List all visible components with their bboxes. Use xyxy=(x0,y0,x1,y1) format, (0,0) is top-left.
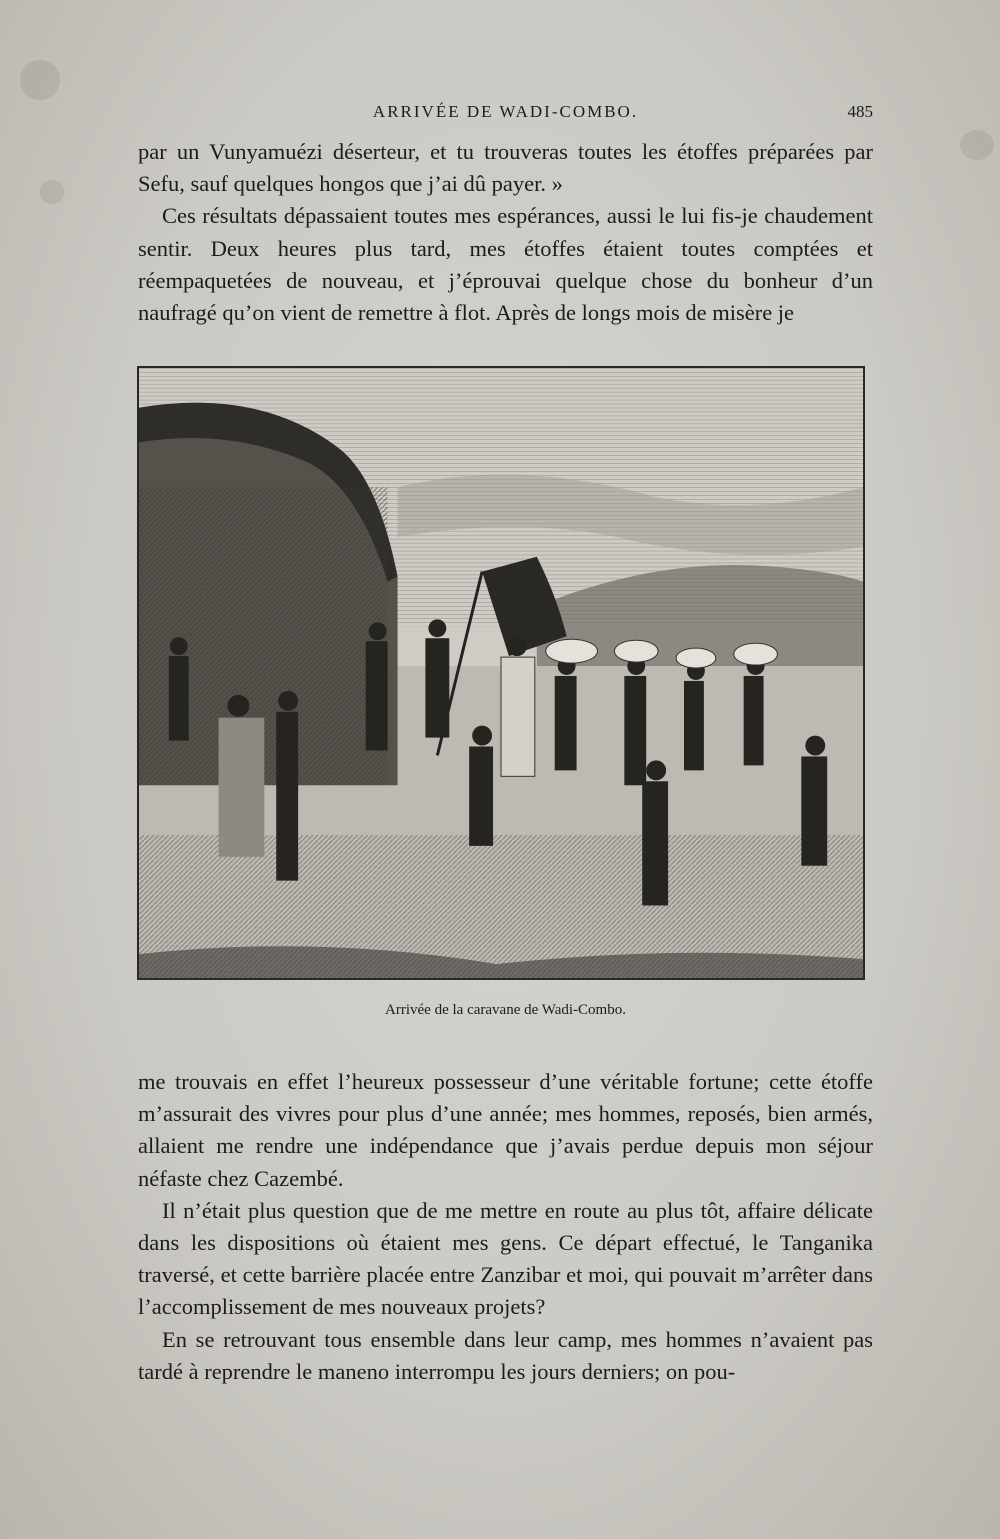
engraving-drawing xyxy=(139,368,863,978)
bottom-text-block xyxy=(138,1066,873,1388)
top-text-block xyxy=(138,136,873,329)
figure-caption: Arrivée de la caravane de Wadi-Combo. xyxy=(385,1002,626,1018)
paper-stain xyxy=(960,130,994,160)
page-number: 485 xyxy=(847,102,873,121)
paragraph: Il n’était plus question que de me mettre en route au plus tôt, affaire délicate dans les dispositions où étaient mes gens. Ce départ effectué, le Tanganika traversé, et cette barrière placée entre Zanzibar et moi, qui pouvait m’arrêter dans l’accomplissement de mes nouveaux projets? xyxy=(138,1197,873,1320)
paper-stain xyxy=(20,60,60,100)
paper-stain xyxy=(40,180,64,204)
paragraph: me trouvais en effet l’heureux possesseur d’une véritable fortune; cette étoffe m’assurait des vivres pour plus d’une année; mes hommes, reposés, bien armés, allaient me rendre une indépendance que j’avais perdue depuis mon séjour néfaste chez Cazembé. xyxy=(138,1069,873,1191)
paragraph: En se retrouvant tous ensemble dans leur camp, mes hommes n’avaient pas tardé à reprendre le maneno interrompu les jours derniers; on pou- xyxy=(138,1326,873,1384)
engraving-illustration xyxy=(137,366,865,980)
paragraph: Ces résultats dépassaient toutes mes espérances, aussi le lui fis-je chaudement sentir. Deux heures plus tard, mes étoffes étaient toutes comptées et réempaquetées de nouveau, et j’éprouvai quelque chose du bonheur d’un naufragé qu’on vient de remettre à flot. Après de longs mois de misère je xyxy=(138,203,873,326)
paragraph: par un Vunyamuézi déserteur, et tu trouveras toutes les étoffes préparées par Sefu, sauf quelques hongos que j’ai dû payer. » xyxy=(138,139,873,197)
running-title: ARRIVÉE DE WADI-COMBO. xyxy=(372,102,639,121)
running-head xyxy=(138,102,873,128)
